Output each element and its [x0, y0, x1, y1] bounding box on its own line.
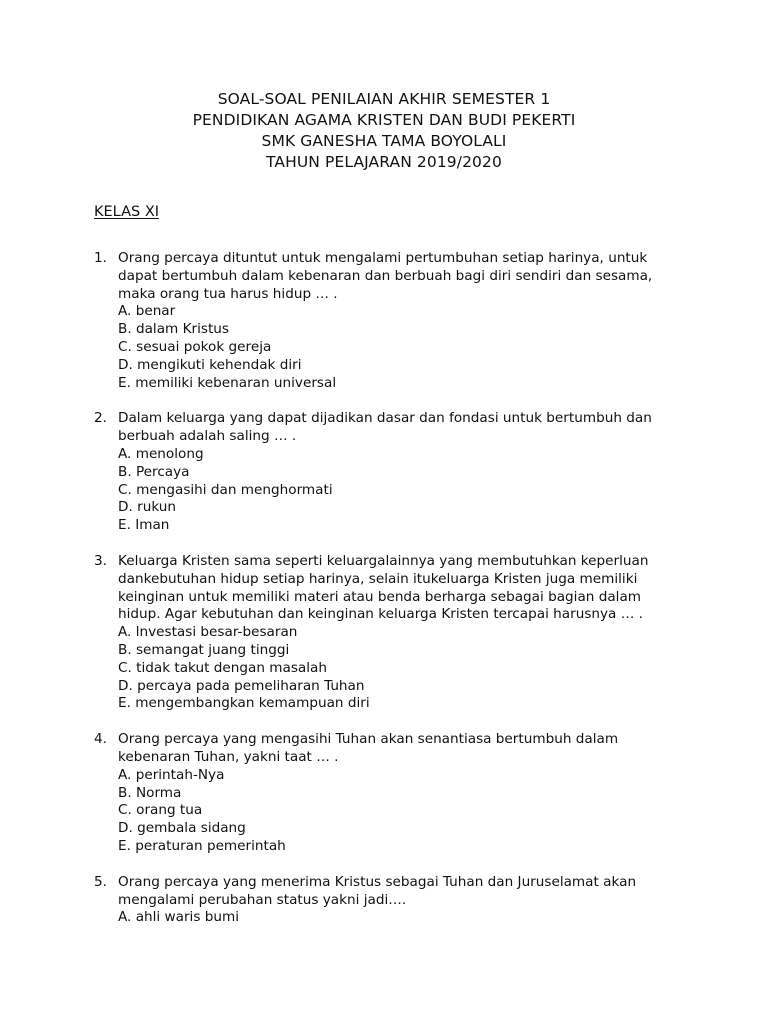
- answer-option: E. peraturan pemerintah: [118, 837, 286, 854]
- answer-option: C. mengasihi dan menghormati: [118, 481, 333, 498]
- header-academic-year: TAHUN PELAJARAN 2019/2020: [266, 153, 502, 171]
- question-text-line: Orang percaya yang mengasihi Tuhan akan senantiasa bertumbuh dalam: [118, 731, 619, 748]
- header-title-line-1: SOAL-SOAL PENILAIAN AKHIR SEMESTER 1: [217, 90, 551, 108]
- question-4: [94, 731, 674, 856]
- header-title-line-2: PENDIDIKAN AGAMA KRISTEN DAN BUDI PEKERTI: [192, 111, 576, 129]
- question-3: [94, 553, 674, 713]
- question-text-line: keinginan untuk memiliki materi atau benda berharga sebagai bagian dalam: [118, 588, 642, 605]
- answer-option: C. orang tua: [118, 802, 203, 819]
- answer-option: D. percaya pada pemeliharan Tuhan: [118, 677, 365, 694]
- question-text-line: kebenaran Tuhan, yakni taat … .: [118, 748, 339, 765]
- header-school-name: SMK GANESHA TAMA BOYOLALI: [261, 132, 507, 150]
- answer-option: A. ahli waris bumi: [118, 909, 240, 926]
- answer-option: E. Iman: [118, 517, 170, 534]
- question-text-line: Dalam keluarga yang dapat dijadikan dasar dan fondasi untuk bertumbuh dan: [118, 410, 652, 427]
- question-number: 3.: [94, 552, 107, 569]
- question-text-line: dankebutuhan hidup setiap harinya, selain itukeluarga Kristen juga memiliki: [118, 570, 638, 587]
- answer-option: A. lnvestasi besar-besaran: [118, 624, 298, 641]
- question-number: 1.: [94, 250, 107, 266]
- answer-option: C. sesuai pokok gereja: [118, 338, 272, 355]
- question-text-line: mengalami perubahan status yakni jadi….: [118, 891, 407, 908]
- answer-option: D. gembala sidang: [118, 820, 246, 837]
- answer-option: D. rukun: [118, 499, 176, 516]
- question-5: [94, 874, 674, 927]
- answer-option: D. mengikuti kehendak diri: [118, 356, 302, 373]
- question-number: 4.: [94, 731, 107, 748]
- question-text-line: dapat bertumbuh dalam kebenaran dan berbuah bagi diri sendiri dan sesama,: [118, 267, 653, 284]
- answer-option: B. Norma: [118, 784, 182, 801]
- question-text-line: Orang percaya dituntut untuk mengalami pertumbuhan setiap harinya, untuk: [118, 250, 648, 266]
- answer-option: B. Percaya: [118, 463, 190, 480]
- question-text-line: berbuah adalah saling … .: [118, 428, 297, 445]
- answer-option: A. menolong: [118, 445, 204, 462]
- question-text-line: Keluarga Kristen sama seperti keluargalainnya yang membutuhkan keperluan: [118, 552, 649, 569]
- question-2: [94, 410, 674, 535]
- answer-option: A. perintah-Nya: [118, 766, 225, 783]
- answer-option: E. mengembangkan kemampuan diri: [118, 695, 370, 712]
- document-header: [0, 89, 768, 173]
- answer-option: B. semangat juang tinggi: [118, 641, 290, 658]
- question-text-line: maka orang tua harus hidup … .: [118, 285, 338, 302]
- question-text-line: Orang percaya yang menerima Kristus sebagai Tuhan dan Juruselamat akan: [118, 873, 637, 890]
- question-1: [94, 250, 674, 392]
- answer-option: A. benar: [118, 303, 176, 320]
- question-list: [94, 250, 674, 927]
- question-number: 2.: [94, 410, 107, 427]
- class-label: KELAS XI: [94, 204, 160, 220]
- answer-option: C. tidak takut dengan masalah: [118, 659, 327, 676]
- answer-option: E. memiliki kebenaran universal: [118, 374, 337, 391]
- answer-option: B. dalam Kristus: [118, 321, 229, 338]
- question-text-line: hidup. Agar kebutuhan dan keinginan keluarga Kristen tercapai harusnya … .: [118, 606, 643, 623]
- question-number: 5.: [94, 873, 107, 890]
